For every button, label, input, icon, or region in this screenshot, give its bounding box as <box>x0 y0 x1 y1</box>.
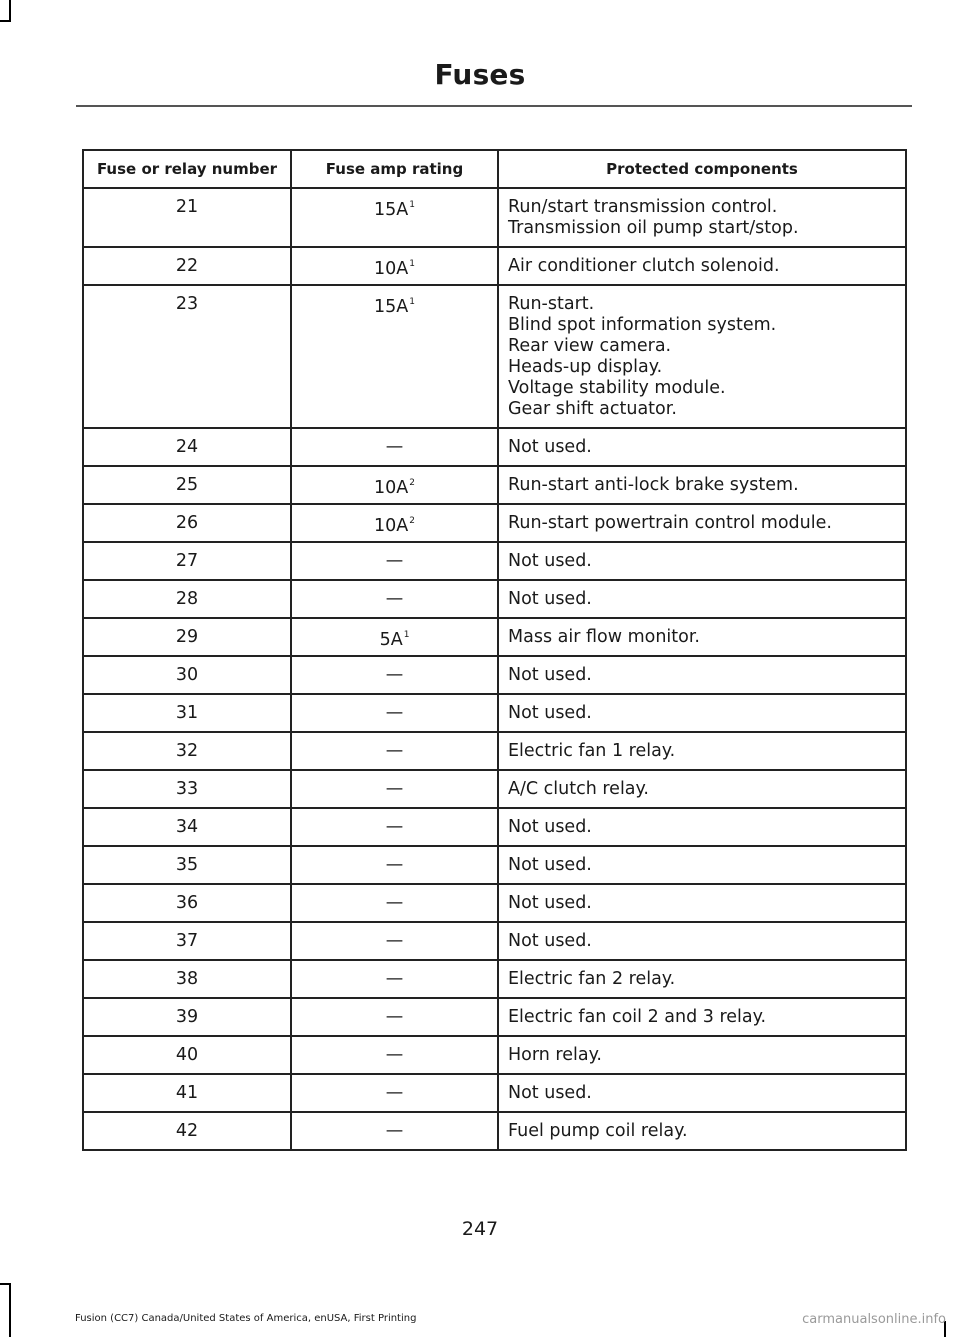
amp-rating-cell <box>291 922 498 960</box>
amp-rating-value: — <box>385 969 404 989</box>
amp-rating-value: — <box>385 1083 404 1103</box>
amp-rating-value: — <box>385 931 404 951</box>
amp-rating-value: — <box>385 817 404 837</box>
footnote-marker: 1 <box>409 200 415 210</box>
amp-rating-value: — <box>385 437 404 457</box>
amp-rating-cell <box>291 542 498 580</box>
fuse-number-cell: 27 <box>83 542 291 580</box>
amp-rating-cell <box>291 998 498 1036</box>
table-row <box>83 428 906 466</box>
fuse-number-cell: 36 <box>83 884 291 922</box>
protected-components-cell <box>498 808 906 846</box>
table-row <box>83 694 906 732</box>
table-row <box>83 732 906 770</box>
table-row <box>83 618 906 656</box>
title-rule <box>76 105 912 107</box>
protected-components-cell <box>498 656 906 694</box>
fuse-number-cell: 37 <box>83 922 291 960</box>
footnote-marker: 2 <box>409 516 415 526</box>
amp-rating-value: 10A <box>374 478 409 498</box>
component-line: Not used. <box>508 437 592 457</box>
amp-rating-cell <box>291 846 498 884</box>
amp-rating-cell <box>291 428 498 466</box>
protected-components-cell <box>498 188 906 247</box>
amp-rating-cell <box>291 618 498 656</box>
amp-rating-cell <box>291 656 498 694</box>
component-line: Run/start transmission control. <box>508 197 778 217</box>
table-row <box>83 580 906 618</box>
component-line: Transmission oil pump start/stop. <box>508 218 799 238</box>
fuse-number-cell: 28 <box>83 580 291 618</box>
fuse-number-cell: 30 <box>83 656 291 694</box>
table-row <box>83 884 906 922</box>
fuse-number-cell: 32 <box>83 732 291 770</box>
table-row <box>83 504 906 542</box>
table-row <box>83 466 906 504</box>
table-row <box>83 808 906 846</box>
protected-components-cell <box>498 1074 906 1112</box>
footnote-marker: 1 <box>409 259 415 269</box>
fuse-number-cell: 21 <box>83 188 291 247</box>
footnote-marker: 1 <box>403 630 410 640</box>
table-header-row <box>83 150 906 188</box>
amp-rating-value: — <box>385 1007 404 1027</box>
amp-rating-cell <box>291 580 498 618</box>
fuse-number-cell: 41 <box>83 1074 291 1112</box>
component-line: Not used. <box>508 703 592 723</box>
amp-rating-value: 10A <box>374 516 409 536</box>
amp-rating-cell <box>291 808 498 846</box>
component-line: Horn relay. <box>508 1045 602 1065</box>
fuse-number-cell: 22 <box>83 247 291 285</box>
protected-components-cell <box>498 998 906 1036</box>
amp-rating-value: — <box>385 551 404 571</box>
table-row <box>83 656 906 694</box>
fuse-table <box>82 149 907 1151</box>
amp-rating-value: — <box>385 741 404 761</box>
watermark: carmanualsonline.info <box>802 1312 946 1327</box>
component-line: Electric fan 2 relay. <box>508 969 676 989</box>
amp-rating-value: — <box>385 589 404 609</box>
fuse-number-cell: 35 <box>83 846 291 884</box>
amp-rating-value: 5A <box>379 630 403 650</box>
fuse-number-cell: 23 <box>83 285 291 428</box>
table-row <box>83 998 906 1036</box>
table-row <box>83 542 906 580</box>
protected-components-cell <box>498 466 906 504</box>
protected-components-cell <box>498 247 906 285</box>
component-line: Not used. <box>508 1083 592 1103</box>
table-row <box>83 922 906 960</box>
fuse-number-cell: 38 <box>83 960 291 998</box>
amp-rating-value: — <box>385 665 404 685</box>
amp-rating-value: — <box>385 855 404 875</box>
protected-components-cell <box>498 770 906 808</box>
fuse-number-cell: 29 <box>83 618 291 656</box>
component-line: Voltage stability module. <box>508 378 726 398</box>
amp-rating-value: 15A <box>374 200 409 220</box>
amp-rating-cell <box>291 188 498 247</box>
component-line: Gear shift actuator. <box>508 399 677 419</box>
protected-components-cell <box>498 542 906 580</box>
amp-rating-cell <box>291 694 498 732</box>
column-header-number: Fuse or relay number <box>83 150 291 188</box>
component-line: Air conditioner clutch solenoid. <box>508 256 780 276</box>
amp-rating-cell <box>291 770 498 808</box>
protected-components-cell <box>498 285 906 428</box>
component-line: Electric fan coil 2 and 3 relay. <box>508 1007 767 1027</box>
crop-mark-bottom-left-horizontal <box>0 1283 11 1285</box>
table-row <box>83 1036 906 1074</box>
protected-components-cell <box>498 1036 906 1074</box>
amp-rating-cell <box>291 884 498 922</box>
crop-mark-bottom-left <box>9 1283 11 1337</box>
table-row <box>83 770 906 808</box>
component-line: Not used. <box>508 893 592 913</box>
amp-rating-cell <box>291 1036 498 1074</box>
component-line: Blind spot information system. <box>508 315 777 335</box>
amp-rating-cell <box>291 466 498 504</box>
component-line: Run-start. <box>508 294 595 314</box>
protected-components-cell <box>498 428 906 466</box>
page-number: 247 <box>461 1218 499 1240</box>
table-row <box>83 1112 906 1150</box>
table-row <box>83 960 906 998</box>
amp-rating-cell <box>291 285 498 428</box>
protected-components-cell <box>498 618 906 656</box>
protected-components-cell <box>498 846 906 884</box>
amp-rating-value: — <box>385 1121 404 1141</box>
table-body <box>83 188 906 1150</box>
component-line: Not used. <box>508 855 592 875</box>
crop-mark-top-left-horizontal <box>0 20 11 22</box>
amp-rating-cell <box>291 1112 498 1150</box>
table-row <box>83 846 906 884</box>
column-header-rating: Fuse amp rating <box>291 150 498 188</box>
component-line: Heads-up display. <box>508 357 663 377</box>
component-line: Not used. <box>508 665 592 685</box>
amp-rating-cell <box>291 247 498 285</box>
amp-rating-cell <box>291 504 498 542</box>
fuse-number-cell: 26 <box>83 504 291 542</box>
protected-components-cell <box>498 694 906 732</box>
component-line: Electric fan 1 relay. <box>508 741 676 761</box>
protected-components-cell <box>498 732 906 770</box>
crop-mark-top-left <box>9 0 11 22</box>
component-line: Not used. <box>508 551 592 571</box>
column-header-components: Protected components <box>498 150 906 188</box>
table-row <box>83 285 906 428</box>
component-line: A/C clutch relay. <box>508 779 649 799</box>
amp-rating-value: 10A <box>374 259 409 279</box>
table-row <box>83 247 906 285</box>
table-row <box>83 188 906 247</box>
page-title: Fuses <box>434 58 526 91</box>
component-line: Not used. <box>508 817 592 837</box>
protected-components-cell <box>498 1112 906 1150</box>
component-line: Run-start anti-lock brake system. <box>508 475 799 495</box>
table-row <box>83 1074 906 1112</box>
footer-edition: Fusion (CC7) Canada/United States of America, enUSA, First Printing <box>75 1313 417 1324</box>
fuse-number-cell: 25 <box>83 466 291 504</box>
amp-rating-cell <box>291 960 498 998</box>
fuse-number-cell: 40 <box>83 1036 291 1074</box>
amp-rating-cell <box>291 732 498 770</box>
amp-rating-value: — <box>385 893 404 913</box>
component-line: Rear view camera. <box>508 336 672 356</box>
amp-rating-value: 15A <box>374 297 409 317</box>
amp-rating-value: — <box>385 703 404 723</box>
component-line: Run-start powertrain control module. <box>508 513 832 533</box>
fuse-number-cell: 34 <box>83 808 291 846</box>
protected-components-cell <box>498 884 906 922</box>
component-line: Fuel pump coil relay. <box>508 1121 688 1141</box>
fuse-number-cell: 39 <box>83 998 291 1036</box>
fuse-number-cell: 24 <box>83 428 291 466</box>
protected-components-cell <box>498 960 906 998</box>
fuse-number-cell: 42 <box>83 1112 291 1150</box>
protected-components-cell <box>498 922 906 960</box>
component-line: Mass air flow monitor. <box>508 627 700 647</box>
amp-rating-value: — <box>385 1045 404 1065</box>
protected-components-cell <box>498 504 906 542</box>
amp-rating-value: — <box>385 779 404 799</box>
fuse-number-cell: 33 <box>83 770 291 808</box>
footnote-marker: 1 <box>409 297 415 307</box>
component-line: Not used. <box>508 931 592 951</box>
amp-rating-cell <box>291 1074 498 1112</box>
fuse-number-cell: 31 <box>83 694 291 732</box>
footnote-marker: 2 <box>409 478 415 488</box>
component-line: Not used. <box>508 589 592 609</box>
protected-components-cell <box>498 580 906 618</box>
